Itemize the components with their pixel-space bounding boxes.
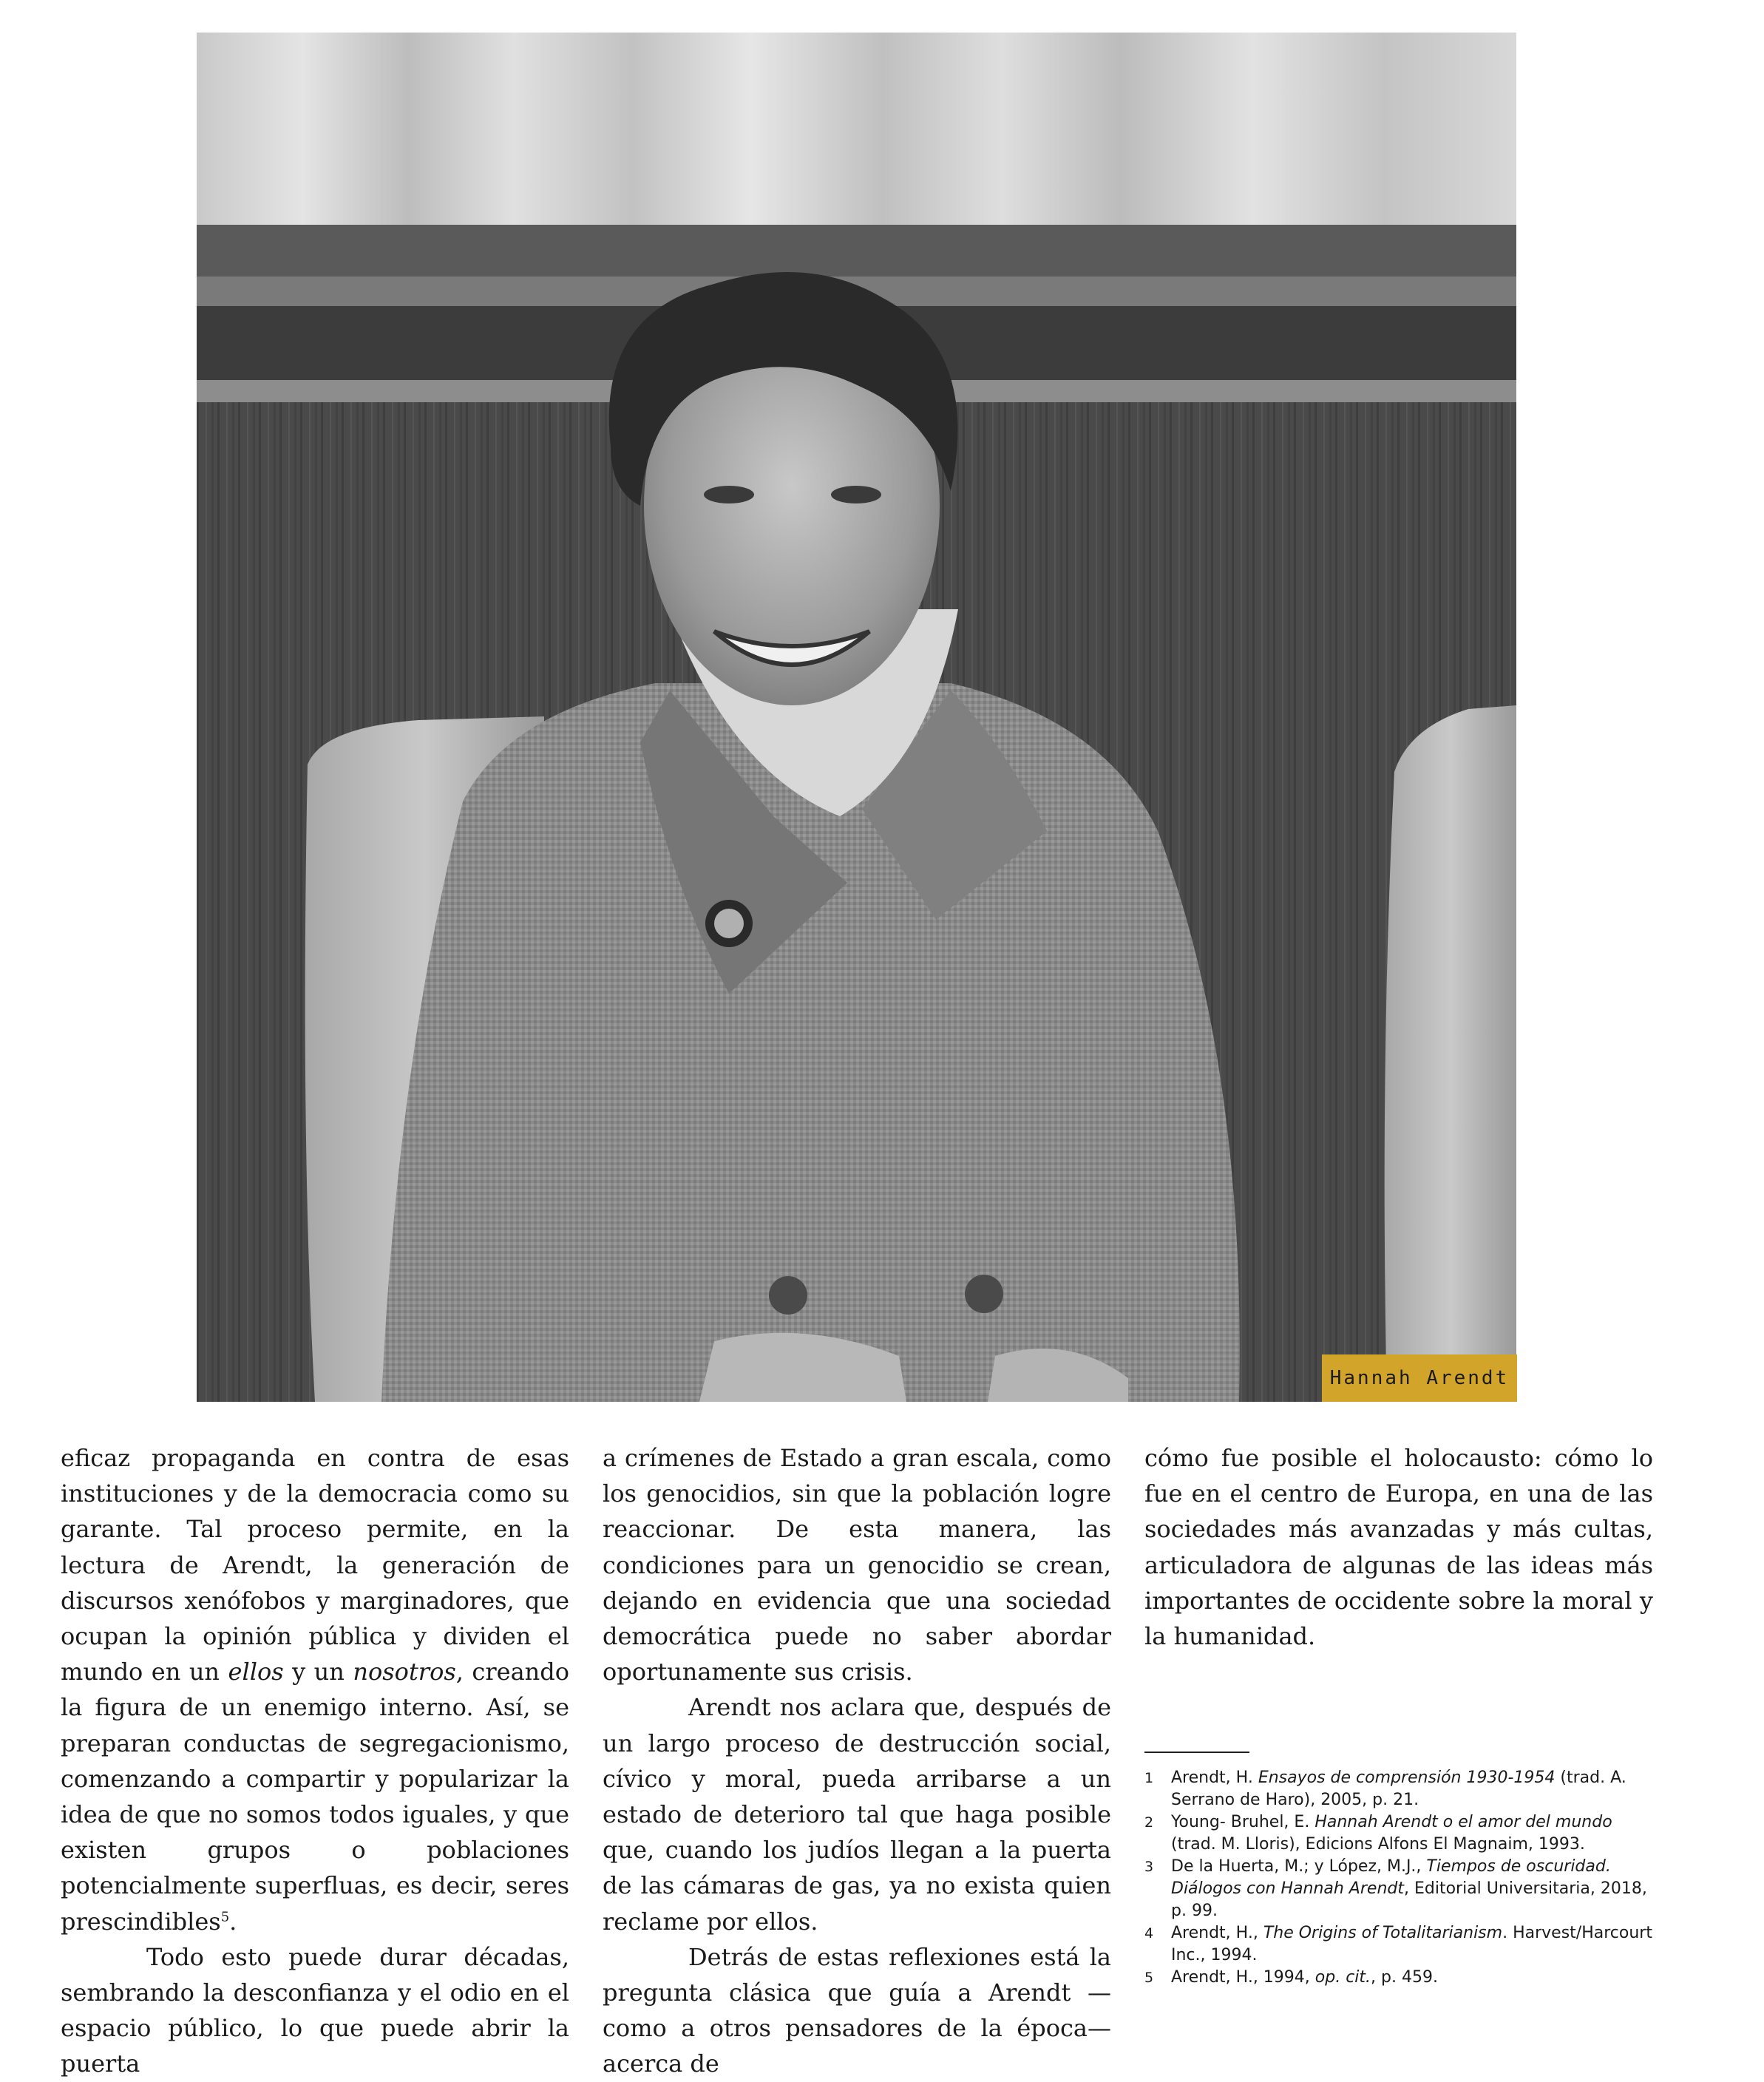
paragraph bbox=[61, 1440, 569, 1939]
work-title: op. cit. bbox=[1314, 1968, 1371, 1987]
footnote-text bbox=[1171, 1767, 1656, 1811]
text-run: De la Huerta, M.; y López, M.J., bbox=[1171, 1857, 1427, 1876]
footnote-item bbox=[1144, 1767, 1656, 1811]
italic-term: ellos bbox=[228, 1658, 284, 1686]
text-column-2 bbox=[603, 1440, 1111, 2082]
work-title: The Origins of Totalitarianism bbox=[1263, 1924, 1503, 1942]
work-title: Hannah Arendt o el amor del mundo bbox=[1314, 1813, 1612, 1831]
text-run: (trad. M. Lloris), Edicions Alfons El Magnaim, 1993. bbox=[1171, 1835, 1585, 1854]
footnote-item bbox=[1144, 1922, 1656, 1967]
text-run: , Editorial Universitaria, 2018, p. 99. bbox=[1171, 1879, 1647, 1920]
footnote-divider bbox=[1144, 1752, 1249, 1753]
text-run: . bbox=[229, 1907, 237, 1936]
footnote-number: 2 bbox=[1144, 1814, 1154, 1831]
text-run: eficaz propaganda en contra de esas instituciones y de la democracia como su garante. Tal proceso permite, en la lectura de Arendt, la generación de discursos xenófobos y marginadores, que ocupan la opinión pública y dividen el mundo en un bbox=[61, 1444, 569, 1686]
footnote-text bbox=[1171, 1856, 1656, 1922]
text-run: (trad. A. Serrano de Haro), 2005, p. 21. bbox=[1171, 1769, 1626, 1809]
footnote-number: 1 bbox=[1144, 1770, 1154, 1786]
footnote-number: 5 bbox=[1144, 1970, 1154, 1986]
paragraph: Detrás de estas reflexiones está la pregunta clásica que guía a Arendt —como a otros pensadores de la época— acerca de bbox=[603, 1942, 1111, 2078]
footnote-number: 3 bbox=[1144, 1859, 1154, 1875]
footnote-number: 4 bbox=[1144, 1925, 1154, 1942]
paragraph: a crímenes de Estado a gran escala, como los genocidios, sin que la población logre reaccionar. De esta manera, las condiciones para un genocidio se crean, dejando en evidencia que una sociedad democrática puede no saber abordar oportunamente sus crisis. bbox=[603, 1444, 1111, 1686]
footnote-text bbox=[1171, 1811, 1656, 1856]
text-run: y un bbox=[283, 1658, 353, 1686]
photo-caption: Hannah Arendt bbox=[1322, 1354, 1517, 1402]
paragraph: Arendt nos aclara que, después de un largo proceso de destrucción social, cívico y moral, pueda arribarse a un estado de deterioro tal que haga posible que, cuando los judíos llegan a la puerta de las cámaras de gas, ya no exista quien reclame por ellos. bbox=[603, 1693, 1111, 1936]
footnotes-list bbox=[1144, 1767, 1656, 1989]
footnote-text bbox=[1171, 1967, 1656, 1989]
work-title: Tiempos de oscuridad. Diálogos con Hannah Arendt bbox=[1171, 1857, 1611, 1898]
text-column-3 bbox=[1144, 1440, 1653, 1654]
text-run: , creando la figura de un enemigo interno. Así, se preparan conductas de segregacionismo, comenzando a compartir y popularizar la idea de que no somos todos iguales, y que existen grupos o poblaciones potencialmente superfluas, es decir, seres prescindibles bbox=[61, 1658, 570, 1936]
text-run: . Harvest/Harcourt Inc., 1994. bbox=[1171, 1924, 1652, 1964]
footnote-item bbox=[1144, 1811, 1656, 1856]
text-run: Arendt, H. bbox=[1171, 1769, 1258, 1787]
text-run: Arendt, H., bbox=[1171, 1924, 1263, 1942]
footnote-item bbox=[1144, 1967, 1656, 1989]
portrait-photo bbox=[197, 33, 1516, 1402]
footnote-ref[interactable]: 5 bbox=[220, 1908, 230, 1925]
footnote-text bbox=[1171, 1922, 1656, 1967]
italic-term: nosotros bbox=[353, 1658, 456, 1686]
footnote-item bbox=[1144, 1856, 1656, 1922]
text-column-1 bbox=[61, 1440, 569, 2082]
text-run: Young- Bruhel, E. bbox=[1171, 1813, 1315, 1831]
text-run: Arendt, H., 1994, bbox=[1171, 1968, 1315, 1987]
paragraph: cómo fue posible el holocausto: cómo lo fue en el centro de Europa, en una de las sociedades más avanzadas y más cultas, articuladora de algunas de las ideas más importantes de occidente sobre la moral y la humanidad. bbox=[1144, 1444, 1653, 1651]
work-title: Ensayos de comprensión 1930-1954 bbox=[1258, 1769, 1556, 1787]
paragraph: Todo esto puede durar décadas, sembrando la desconfianza y el odio en el espacio público, lo que puede abrir la puerta bbox=[61, 1942, 569, 2078]
text-run: , p. 459. bbox=[1371, 1968, 1438, 1987]
